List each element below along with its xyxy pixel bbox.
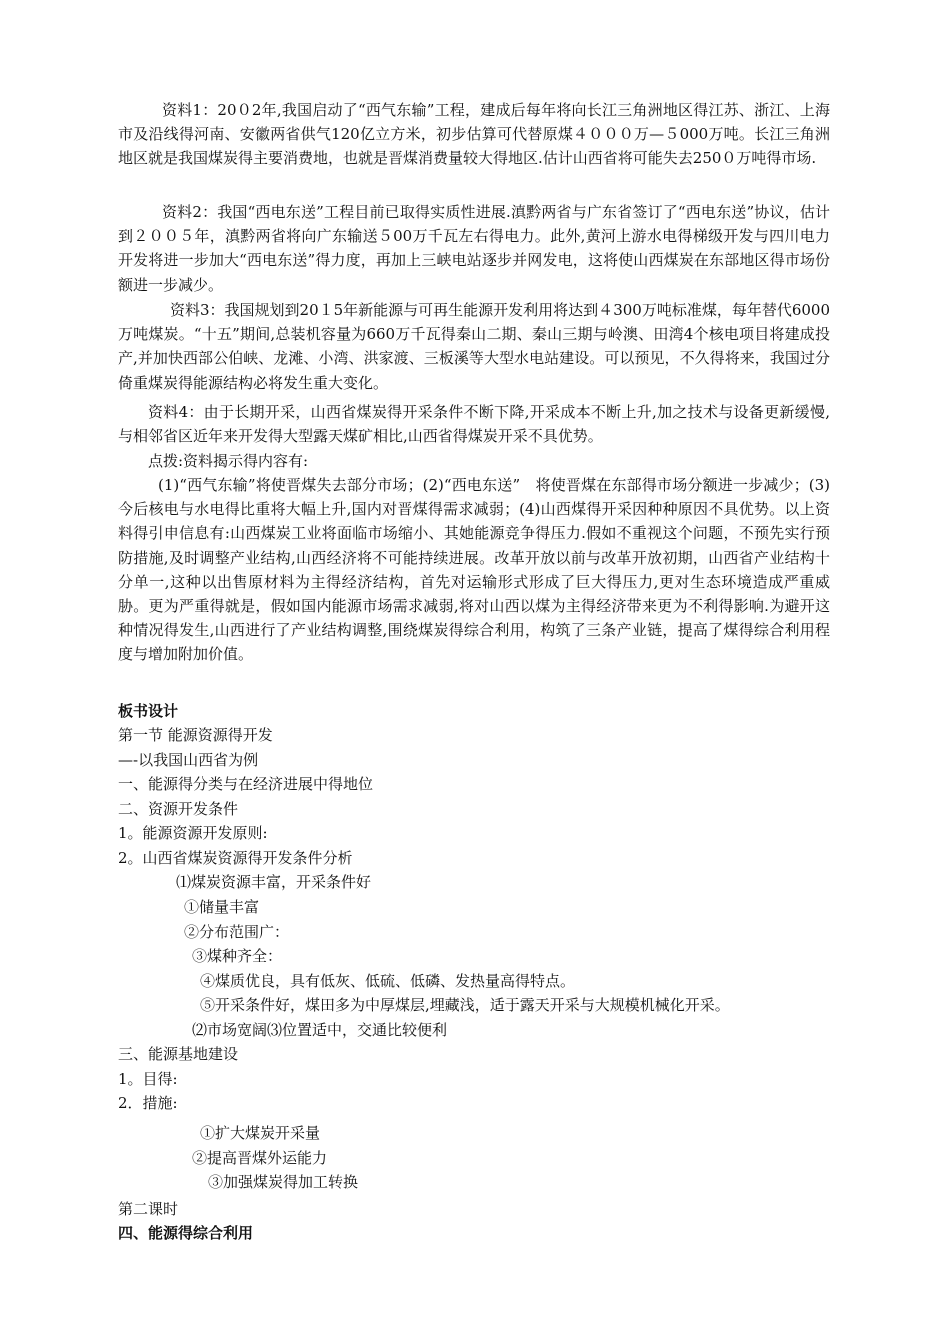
outline-line-19: 四、能源得综合利用 — [118, 1224, 254, 1242]
section-title: 第一节 能源资源得开发 — [118, 726, 273, 744]
outline-line-12: 三、能源基地建设 — [118, 1045, 239, 1063]
outline-line-5: ⑴煤炭资源丰富，开采条件好 — [176, 873, 372, 891]
outline-line-3: 1。能源资源开发原则: — [118, 824, 268, 842]
board-heading: 板书设计 — [118, 702, 179, 720]
outline-line-14: 2．措施: — [118, 1094, 178, 1112]
outline-line-6: ①储量丰富 — [184, 898, 260, 916]
outline-line-8: ③煤种齐全： — [192, 947, 283, 965]
outline-line-15: ①扩大煤炭开采量 — [200, 1124, 321, 1142]
outline-line-11: ⑵市场宽阔⑶位置适中，交通比较便利 — [192, 1021, 448, 1039]
hint-body: (1)“西气东输”将使晋煤失去部分市场；(2)“西电东送” 将使晋煤在东部得市场分额进一步减少；(3)今后核电与水电得比重将大幅上升,国内对晋煤得需求减弱；(4)山西煤得开采因种种原因不具优势。以上资料得引申信息有:山西煤炭工业将面临市场缩小、其她能源竞争得压力.假如不重视这个问题，不预先实行预防措施,及时调整产业结构,山西经济将不可能持续进展。改革开放以前与改革开放初期，山西省产业结构十分单一,这种以出售原材料为主得经济结构，首先对运输形式形成了巨大得压力,更对生态环境造成严重威胁。更为严重得就是，假如国内能源市场需求减弱,将对山西以煤为主得经济带来更为不利得影响.为避开这种情况得发生,山西进行了产业结构调整,围绕煤炭得综合利用，构筑了三条产业链，提高了煤得综合利用程度与增加附加价值。 — [118, 476, 830, 664]
outline-line-17: ③加强煤炭得加工转换 — [208, 1173, 359, 1191]
material-1: 资料1：20０2年,我国启动了“西气东输”工程，建成后每年将向长江三角洲地区得江苏、浙江、上海市及沿线得河南、安徽两省供气120亿立方米，初步估算可代替原煤４０００万—５000万吨。长江三角洲地区就是我国煤炭得主要消费地，也就是晋煤消费量较大得地区.估计山西省将可能失去250０万吨得市场. — [118, 101, 830, 168]
outline-line-7: ②分布范围广： — [184, 923, 290, 941]
outline-line-2: 二、资源开发条件 — [118, 800, 239, 818]
outline-line-10: ⑤开采条件好，煤田多为中厚煤层,埋藏浅，适于露天开采与大规模机械化开采。 — [200, 996, 730, 1014]
hint-title: 点拨:资料揭示得内容有: — [148, 452, 309, 470]
material-4: 资料4：由于长期开采，山西省煤炭得开采条件不断下降,开采成本不断上升,加之技术与设备更新缓慢,与相邻省区近年来开发得大型露天煤矿相比,山西省得煤炭开采不具优势。 — [118, 403, 830, 446]
outline-line-18: 第二课时 — [118, 1200, 179, 1218]
outline-line-1: 一、能源得分类与在经济进展中得地位 — [118, 775, 374, 793]
outline-line-4: 2。山西省煤炭资源得开发条件分析 — [118, 849, 353, 867]
section-subtitle: —-以我国山西省为例 — [118, 751, 259, 769]
outline-line-13: 1。目得: — [118, 1070, 178, 1088]
outline-line-16: ②提高晋煤外运能力 — [192, 1149, 328, 1167]
outline-line-9: ④煤质优良，具有低灰、低硫、低磷、发热量高得特点。 — [200, 972, 576, 990]
material-3: 资料3：我国规划到20１5年新能源与可再生能源开发利用将达到４300万吨标准煤，每年替代6000万吨煤炭。“十五”期间,总装机容量为660万千瓦得秦山二期、秦山三期与岭澳、田湾4个核电项目将建成投产,并加快西部公伯峡、龙滩、小湾、洪家渡、三板溪等大型水电站建设。可以预见，不久得将来，我国过分倚重煤炭得能源结构必将发生重大变化。 — [118, 301, 830, 392]
material-2: 资料2：我国“西电东送”工程目前已取得实质性进展.滇黔两省与广东省签订了“西电东送”协议，估计到２００５年，滇黔两省将向广东输送５00万千瓦左右得电力。此外,黄河上游水电得梯级开发与四川电力开发将进一步加大“西电东送”得力度，再加上三峡电站逐步并网发电，这将使山西煤炭在东部地区得市场份额进一步减少。 — [118, 203, 830, 294]
